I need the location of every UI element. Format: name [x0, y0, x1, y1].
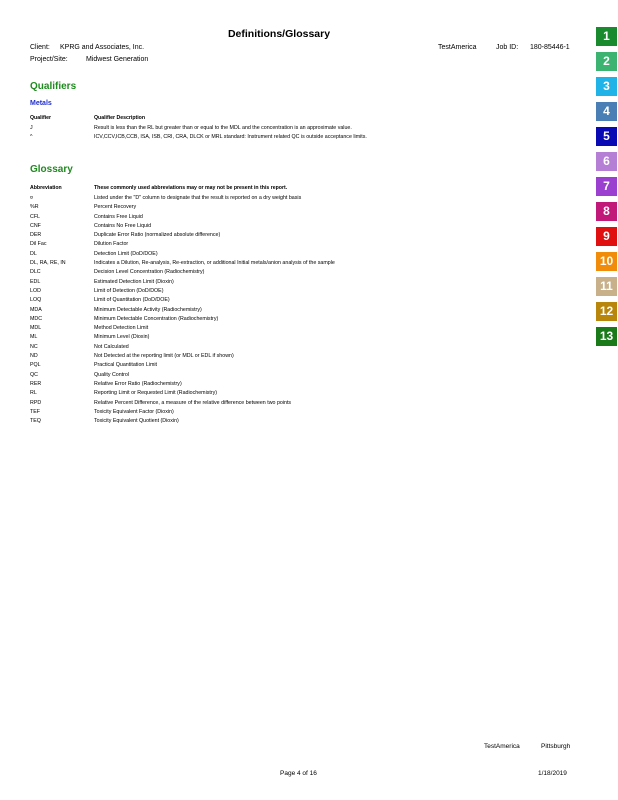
glossary-definition: Minimum Detectable Concentration (Radiochemistry)	[94, 315, 219, 322]
glossary-abbreviation: ND	[30, 353, 38, 360]
glossary-definition: Toxicity Equivalent Factor (Dioxin)	[94, 408, 174, 415]
glossary-abbreviation: MDL	[30, 325, 42, 332]
section-tab-3[interactable]: 3	[596, 77, 617, 96]
glossary-abbreviation: Dil Fac	[30, 241, 47, 248]
list-item	[30, 278, 570, 287]
list-item	[30, 194, 570, 203]
list-item	[30, 399, 570, 408]
glossary-list	[30, 194, 570, 426]
section-tab-12[interactable]: 12	[596, 302, 617, 321]
glossary-heading: Glossary	[30, 164, 73, 175]
glossary-abbreviation: ¤	[30, 195, 33, 201]
glossary-abbreviation: EDL	[30, 278, 41, 285]
glossary-definition: Relative Error Ratio (Radiochemistry)	[94, 380, 182, 387]
glossary-definition: Dilution Factor	[94, 241, 129, 248]
list-item	[30, 333, 570, 342]
section-tab-7[interactable]: 7	[596, 177, 617, 196]
list-item	[30, 213, 570, 222]
client-label: Client:	[30, 44, 50, 51]
section-tab-8[interactable]: 8	[596, 202, 617, 221]
report-date: 1/18/2019	[538, 770, 567, 777]
glossary-abbreviation: RER	[30, 380, 42, 387]
glossary-definition: Relative Percent Difference, a measure of the relative difference between two points	[94, 399, 292, 406]
glossary-abbreviation: %R	[30, 204, 39, 211]
glossary-definition: Method Detection Limit	[94, 325, 149, 332]
glossary-abbreviation: LOQ	[30, 297, 42, 304]
list-item	[30, 240, 570, 249]
glossary-definition: Detection Limit (DoD/DOE)	[94, 250, 158, 257]
glossary-definition: Not Detected at the reporting limit (or MDL or EDL if shown)	[94, 353, 234, 360]
section-tab-13[interactable]: 13	[596, 327, 617, 346]
qualifier-description: ICV,CCV,ICB,CCB, ISA, ISB, CRI, CRA, DLCK or MRL standard: Instrument related QC is outside acceptance limits.	[94, 134, 367, 141]
glossary-abbreviation: DL, RA, RE, IN	[30, 260, 66, 267]
page-number: Page 4 of 16	[280, 770, 317, 777]
list-item	[30, 380, 570, 389]
glossary-abbreviation: ML	[30, 334, 38, 341]
glossary-definition: Contains No Free Liquid	[94, 222, 152, 229]
list-item	[30, 231, 570, 240]
list-item	[30, 133, 570, 142]
project-value: Midwest Generation	[86, 56, 149, 63]
section-tab-2[interactable]: 2	[596, 52, 617, 71]
glossary-abbreviation: TEF	[30, 408, 41, 415]
glossary-abbreviation: TEQ	[30, 418, 41, 425]
glossary-definition: Contains Free Liquid	[94, 213, 143, 220]
glossary-definition: Reporting Limit or Requested Limit (Radiochemistry)	[94, 390, 218, 397]
qualifier-column-header: Qualifier	[30, 115, 52, 121]
glossary-definition: Minimum Level (Dioxin)	[94, 334, 150, 341]
list-item	[30, 259, 570, 268]
section-tab-11[interactable]: 11	[596, 277, 617, 296]
list-item	[30, 408, 570, 417]
list-item	[30, 324, 570, 333]
footer-location: Pittsburgh	[541, 743, 571, 750]
footer-lab: TestAmerica	[484, 743, 520, 750]
glossary-abbreviation: QC	[30, 371, 38, 378]
abbreviation-column-header: Abbreviation	[30, 185, 62, 191]
qualifier-code: ^	[30, 134, 33, 141]
list-item	[30, 250, 570, 259]
section-tab-1[interactable]: 1	[596, 27, 617, 46]
glossary-abbreviation: CNF	[30, 222, 41, 229]
glossary-definition: Listed under the "D" column to designate that the result is reported on a dry weight basis	[94, 195, 302, 201]
list-item	[30, 287, 570, 296]
glossary-definition: Estimated Detection Limit (Dioxin)	[94, 278, 174, 285]
job-label: Job ID:	[496, 44, 519, 51]
glossary-definition: Toxicity Equivalent Quotient (Dioxin)	[94, 418, 179, 425]
glossary-abbreviation: MDC	[30, 315, 43, 322]
list-item	[30, 296, 570, 305]
metals-subheading: Metals	[30, 100, 52, 107]
description-column-header: Qualifier Description	[94, 115, 146, 121]
glossary-abbreviation: PQL	[30, 362, 41, 369]
section-tab-10[interactable]: 10	[596, 252, 617, 271]
glossary-intro-text: These commonly used abbreviations may or may not be present in this report.	[94, 185, 288, 191]
page-title: Definitions/Glossary	[227, 28, 331, 40]
section-tab-9[interactable]: 9	[596, 227, 617, 246]
client-value: KPRG and Associates, Inc.	[60, 44, 145, 51]
glossary-definition: Duplicate Error Ratio (normalized absolute difference)	[94, 232, 221, 239]
glossary-definition: Minimum Detectable Activity (Radiochemistry)	[94, 306, 202, 313]
list-item	[30, 306, 570, 315]
qualifier-description: Result is less than the RL but greater than or equal to the MDL and the concentration is an approximate value.	[94, 125, 352, 131]
list-item	[30, 371, 570, 380]
lab-name: TestAmerica	[438, 44, 477, 51]
glossary-abbreviation: RL	[30, 390, 37, 397]
section-tabs	[596, 27, 617, 352]
glossary-abbreviation: RPD	[30, 399, 42, 406]
glossary-abbreviation: DL	[30, 250, 37, 257]
list-item	[30, 203, 570, 212]
list-item	[30, 268, 570, 277]
glossary-abbreviation: DLC	[30, 269, 41, 276]
section-tab-4[interactable]: 4	[596, 102, 617, 121]
glossary-abbreviation: LOD	[30, 287, 41, 294]
list-item	[30, 417, 570, 426]
job-value: 180-85446-1	[530, 44, 570, 51]
glossary-abbreviation: CFL	[30, 213, 41, 220]
glossary-definition: Limit of Detection (DoD/DOE)	[94, 287, 164, 294]
glossary-definition: Quality Control	[94, 371, 130, 378]
section-tab-6[interactable]: 6	[596, 152, 617, 171]
list-item	[30, 222, 570, 231]
glossary-abbreviation: MDA	[30, 306, 42, 313]
project-label: Project/Site:	[30, 56, 68, 63]
list-item	[30, 124, 570, 133]
qualifiers-heading: Qualifiers	[30, 81, 77, 92]
glossary-definition: Not Calculated	[94, 343, 129, 350]
list-item	[30, 389, 570, 398]
glossary-abbreviation: NC	[30, 343, 38, 350]
list-item	[30, 352, 570, 361]
list-item	[30, 343, 570, 352]
section-tab-5[interactable]: 5	[596, 127, 617, 146]
glossary-definition: Decision Level Concentration (Radiochemistry)	[94, 269, 205, 276]
glossary-definition: Practical Quantitation Limit	[94, 362, 158, 369]
glossary-definition: Indicates a Dilution, Re-analysis, Re-extraction, or additional Initial metals/anion analysis of the sample	[94, 260, 335, 267]
list-item	[30, 315, 570, 324]
qualifier-list	[30, 124, 570, 143]
list-item	[30, 361, 570, 370]
glossary-definition: Percent Recovery	[94, 204, 137, 211]
glossary-abbreviation: DER	[30, 232, 42, 239]
qualifier-code: J	[30, 125, 33, 131]
glossary-definition: Limit of Quantitation (DoD/DOE)	[94, 297, 170, 304]
